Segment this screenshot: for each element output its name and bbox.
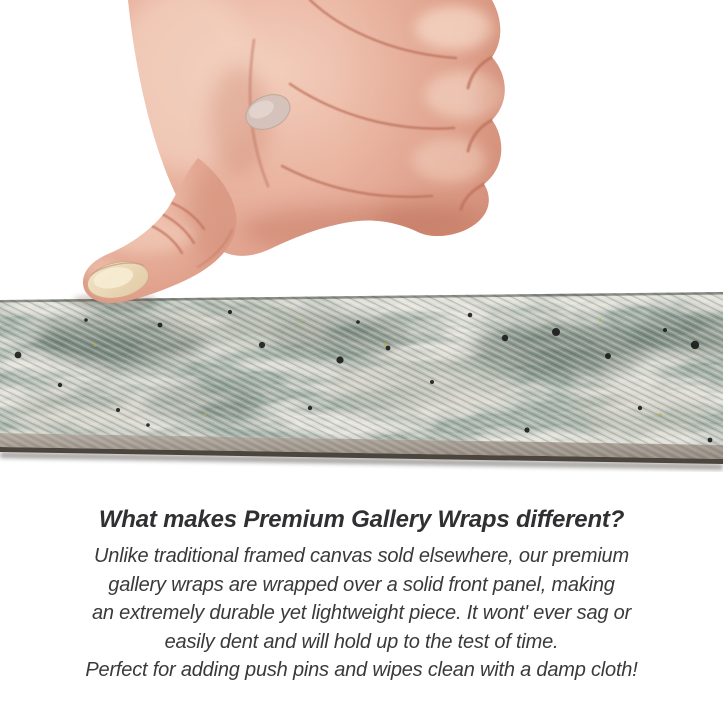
caption-line-2: gallery wraps are wrapped over a solid front panel, making (108, 573, 615, 596)
caption-line-4: easily dent and will hold up to the test of time. (164, 630, 559, 653)
caption-line-3: an extremely durable yet lightweight piece. It wont' ever sag or (91, 602, 632, 624)
thumb (82, 158, 243, 304)
caption-line-1: Unlike traditional framed canvas sold elsewhere, our premium (94, 545, 629, 567)
caption-line-5: Perfect for adding push pins and wipes clean with a damp cloth! (85, 659, 638, 681)
caption-block (0, 506, 723, 685)
caption-heading: What makes Premium Gallery Wraps different? (98, 506, 625, 533)
